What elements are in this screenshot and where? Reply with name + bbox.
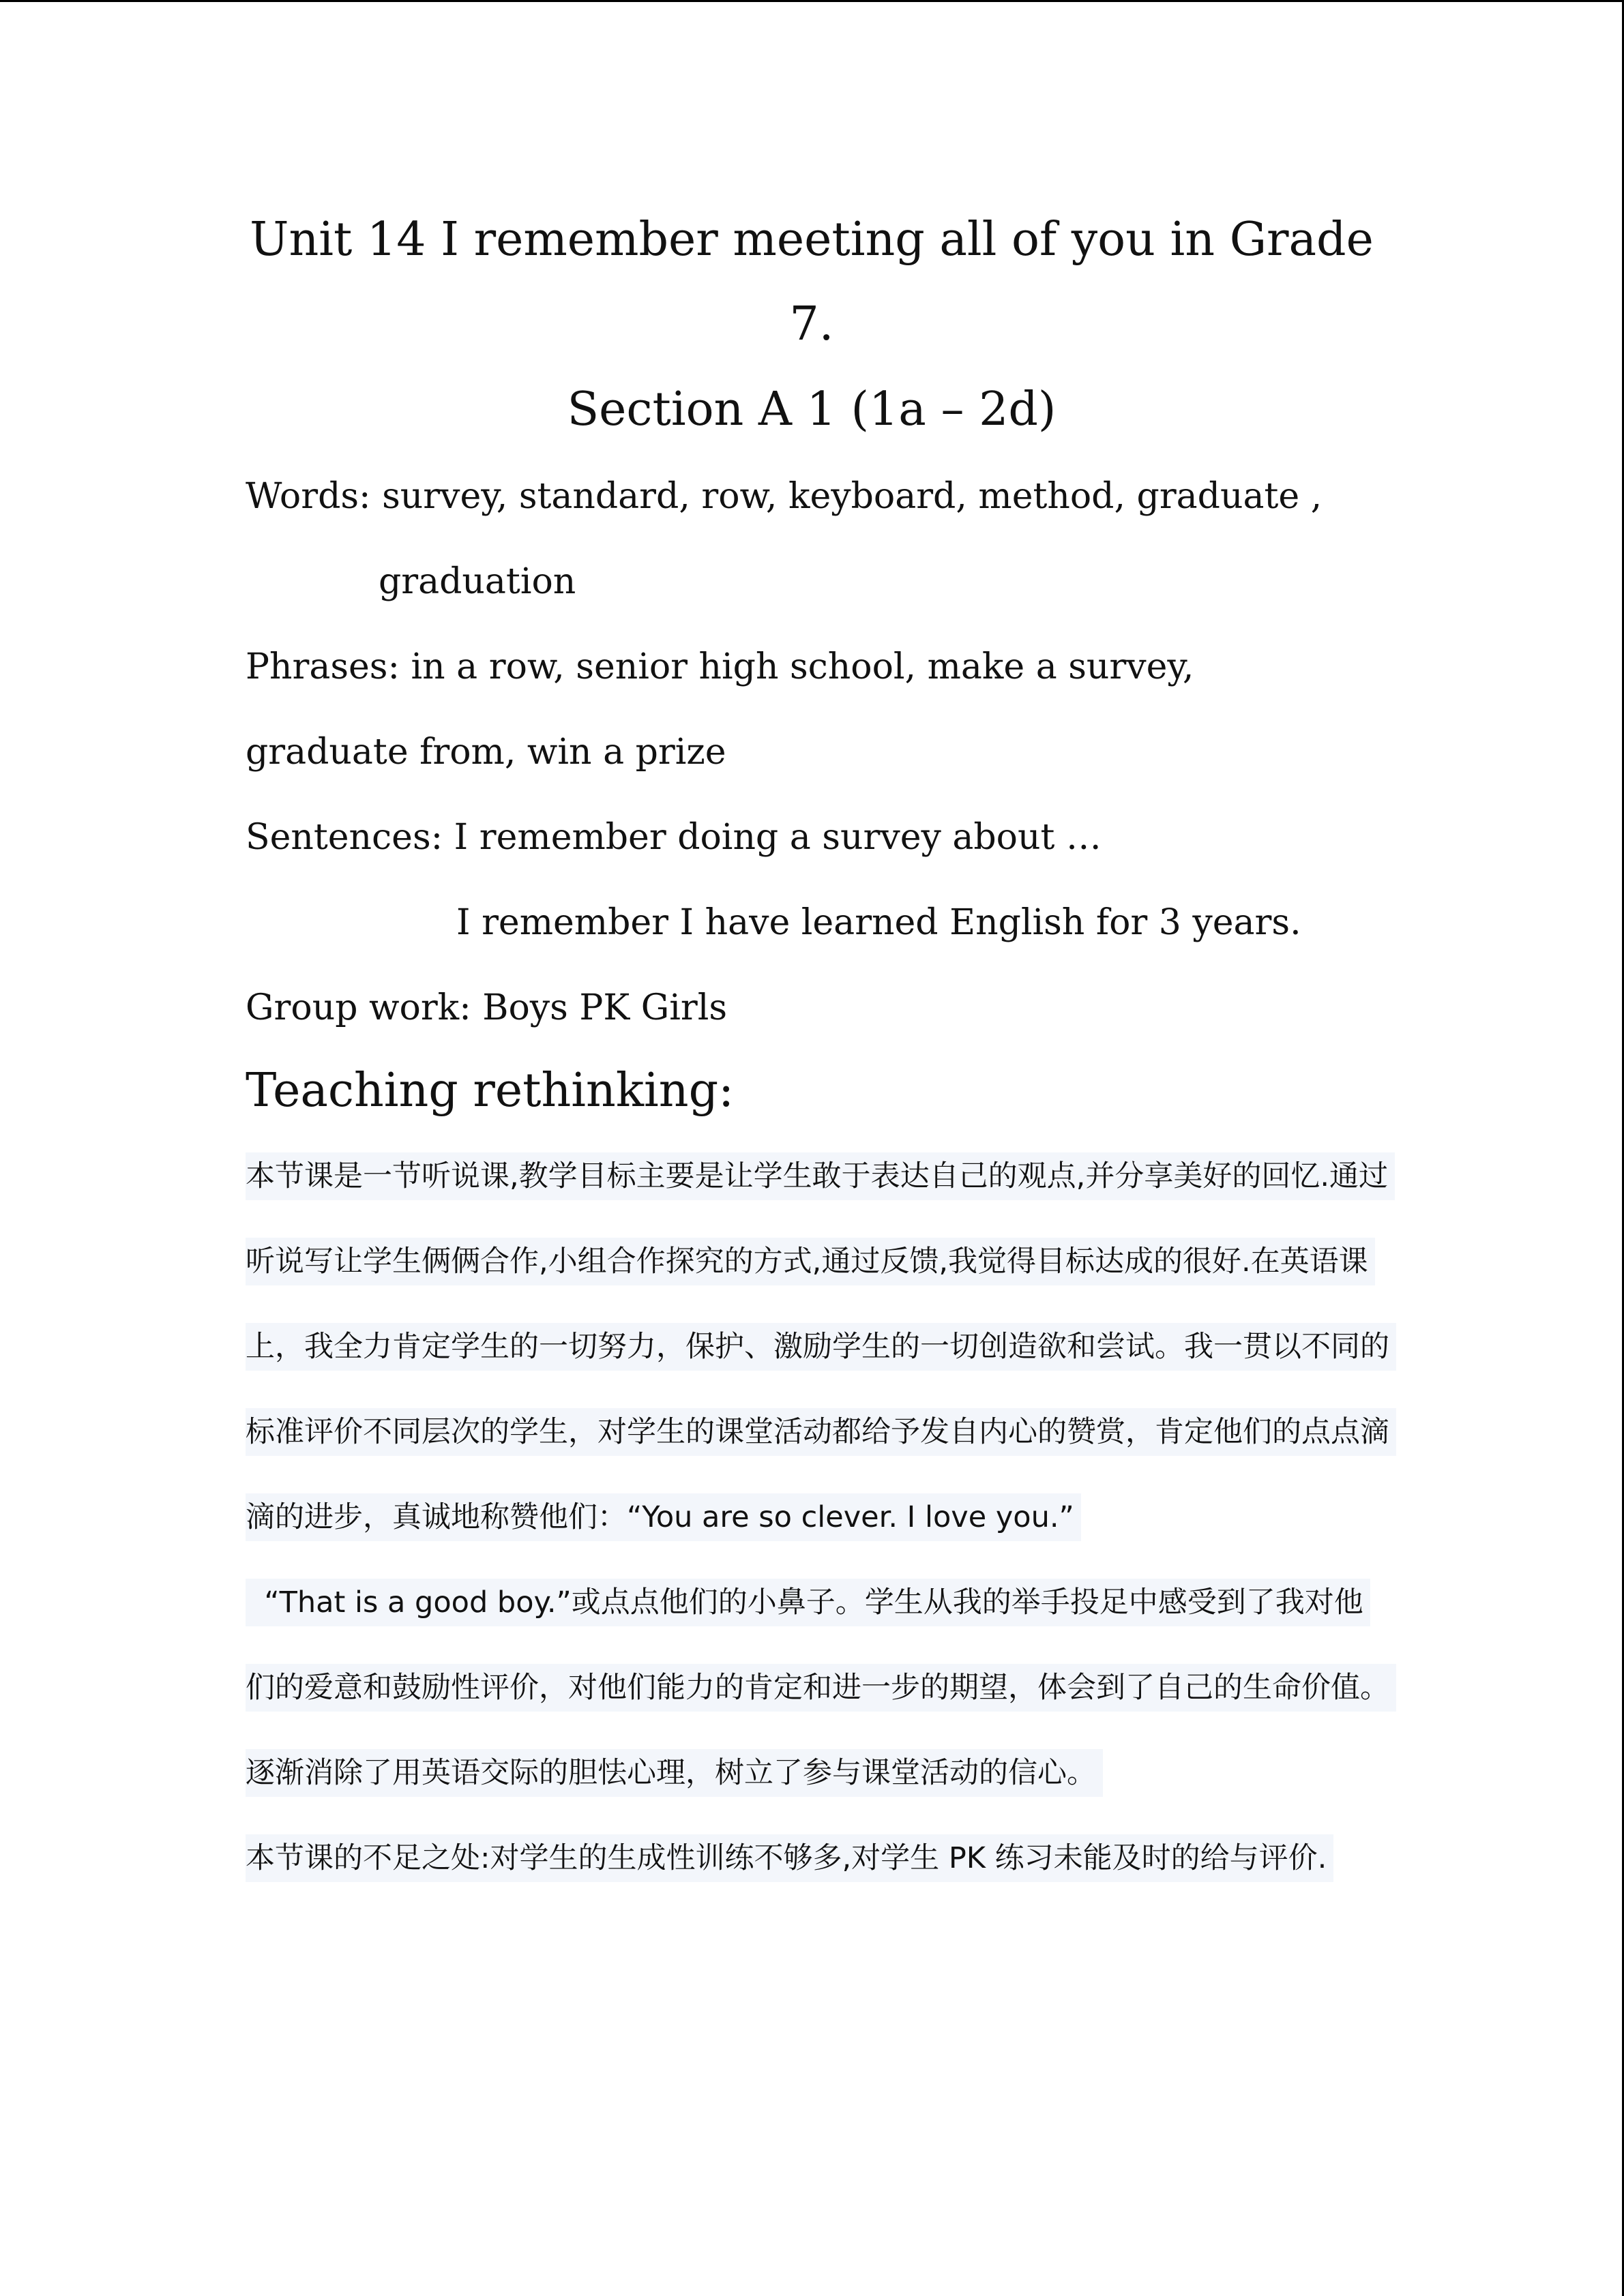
phrases-line-2: graduate from, win a prize [246, 732, 726, 773]
section-title: Section A 1 (1a – 2d) [567, 383, 1057, 436]
rethinking-paragraph-line: 本节课是一节听说课,教学目标主要是让学生敢于表达自己的观点,并分享美好的回忆.通过 [246, 1152, 1395, 1200]
words-line-1: Words: survey, standard, row, keyboard, method, graduate , [246, 476, 1323, 517]
rethinking-paragraph-line: 标准评价不同层次的学生，对学生的课堂活动都给予发自内心的赞赏，肯定他们的点点滴 [246, 1408, 1396, 1456]
rethinking-paragraph-line: “That is a good boy.”或点点他们的小鼻子。学生从我的举手投足中感受到了我对他 [246, 1579, 1370, 1626]
rethinking-paragraph-line: 逐渐消除了用英语交际的胆怯心理，树立了参与课堂活动的信心。 [246, 1749, 1103, 1797]
unit-title-line-2: 7. [789, 297, 834, 351]
sentences-line-1: Sentences: I remember doing a survey about … [246, 817, 1102, 858]
rethinking-paragraph-line: 滴的进步，真诚地称赞他们：“You are so clever. I love you.” [246, 1493, 1081, 1541]
shortcomings-line: 本节课的不足之处:对学生的生成性训练不够多,对学生 PK 练习未能及时的给与评价. [246, 1834, 1333, 1882]
sentences-line-2: I remember I have learned English for 3 years. [456, 902, 1301, 943]
teaching-rethinking-heading: Teaching rethinking: [246, 1064, 735, 1118]
unit-title-line-1: Unit 14 I remember meeting all of you in Grade [250, 213, 1374, 267]
rethinking-paragraph-line: 听说写让学生俩俩合作,小组合作探究的方式,通过反馈,我觉得目标达成的很好.在英语课 [246, 1238, 1375, 1285]
rethinking-paragraph-line: 上，我全力肯定学生的一切努力，保护、激励学生的一切创造欲和尝试。我一贯以不同的 [246, 1323, 1396, 1371]
group-work-line: Group work: Boys PK Girls [246, 987, 728, 1028]
rethinking-paragraph-line: 们的爱意和鼓励性评价，对他们能力的肯定和进一步的期望，体会到了自己的生命价值。 [246, 1664, 1396, 1712]
page-border-top [0, 0, 1624, 2]
phrases-line-1: Phrases: in a row, senior high school, make a survey, [246, 646, 1194, 687]
words-line-2: graduation [379, 561, 576, 602]
